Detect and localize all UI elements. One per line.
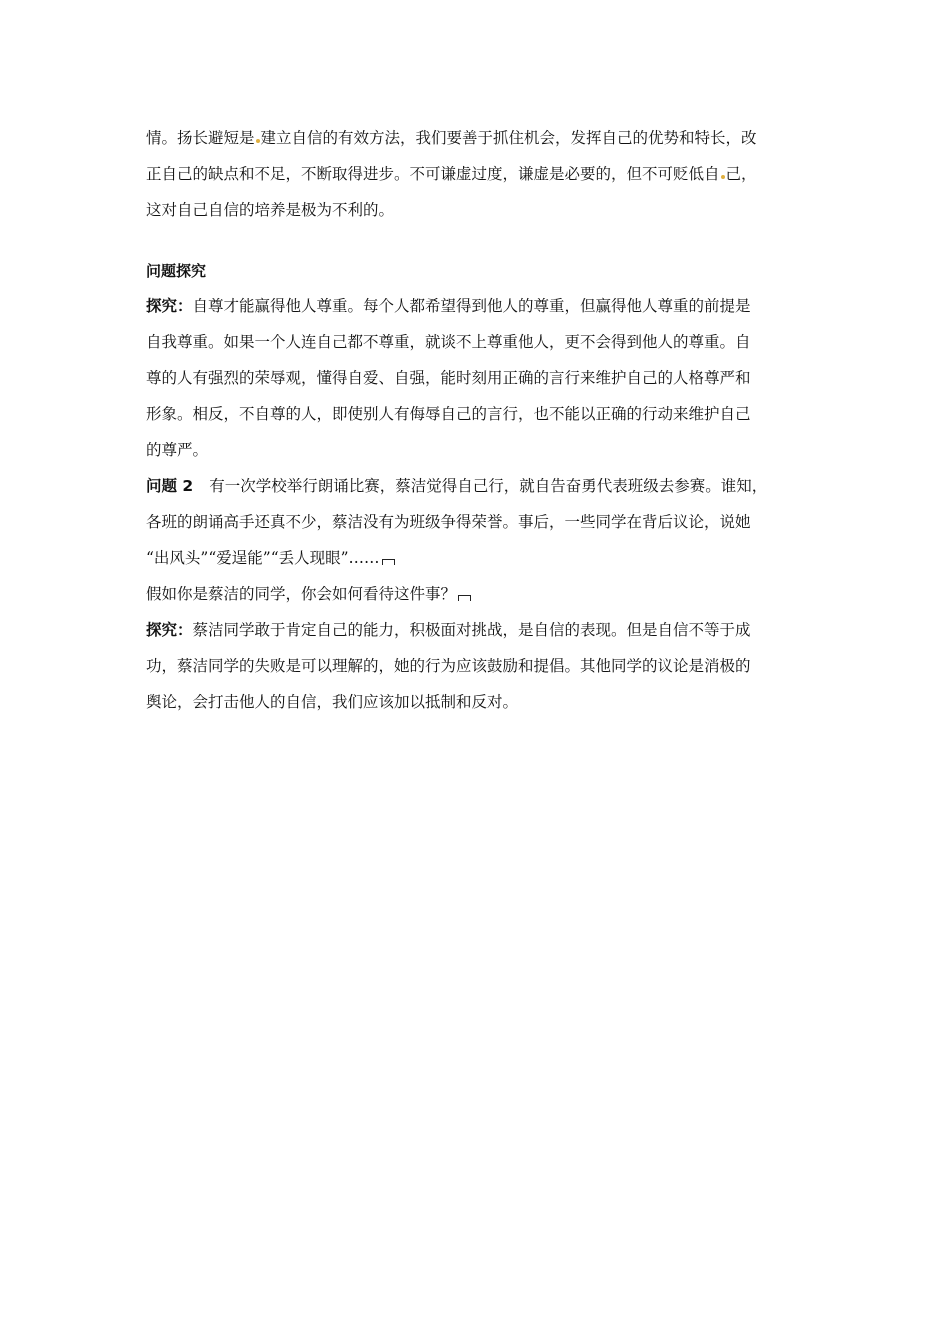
text: 蔡洁同学敢于肯定自己的能力，积极面对挑战，是自信的表现。但是自信不等于成 <box>192 621 751 639</box>
paragraph-mark-icon <box>382 559 395 565</box>
paragraph-mark-icon <box>458 595 471 601</box>
intro-line-2 <box>146 156 816 192</box>
explore1-line-3: 尊的人有强烈的荣辱观，懂得自爱、自强，能时刻用正确的言行来维护自己的人格尊严和 <box>146 369 751 387</box>
text: 假如你是蔡洁的同学，你会如何看待这件事？ <box>146 585 457 603</box>
explore1-line-2: 自我尊重。如果一个人连自己都不尊重，就谈不上尊重他人，更不会得到他人的尊重。自 <box>146 333 751 351</box>
text: 自尊才能赢得他人尊重。每个人都希望得到他人的尊重，但赢得他人尊重的前提是 <box>192 297 751 315</box>
spacer <box>146 228 816 254</box>
edit-mark-dot <box>256 139 260 143</box>
question2-line-3 <box>146 540 816 576</box>
explore2-line-1 <box>146 612 816 648</box>
text: 己， <box>725 165 757 183</box>
edit-mark-dot <box>721 175 725 179</box>
explore1-line-5: 的尊严。 <box>146 441 209 459</box>
question2-line-2: 各班的朗诵高手还真不少，蔡洁没有为班级争得荣誉。事后，一些同学在背后议论，说她 <box>146 513 751 531</box>
document-page <box>146 120 816 720</box>
explore1-line-4: 形象。相反，不自尊的人，即使别人有侮辱自己的言行，也不能以正确的行动来维护自己 <box>146 405 751 423</box>
text: 正自己的缺点和不足，不断取得进步。不可谦虚过度，谦虚是必要的，但不可贬低自 <box>146 165 720 183</box>
explore2-line-2: 功，蔡洁同学的失败是可以理解的，她的行为应该鼓励和提倡。其他同学的议论是消极的 <box>146 657 751 675</box>
intro-line-1 <box>146 120 816 156</box>
question2-line-1 <box>146 468 816 504</box>
text: 有一次学校举行朗诵比赛，蔡洁觉得自己行，就自告奋勇代表班级去参赛。谁知， <box>209 477 768 495</box>
explore1-line-1 <box>146 288 816 324</box>
section-heading: 问题探究 <box>146 262 207 280</box>
text: 建立自信的有效方法，我们要善于抓住机会，发挥自己的优势和特长，改 <box>260 129 757 147</box>
question2-line-4 <box>146 576 816 612</box>
explore-label: 探究： <box>146 621 193 639</box>
question-label: 问题 2 <box>146 477 194 495</box>
text: 情。扬长避短是 <box>146 129 255 147</box>
explore2-line-3: 舆论，会打击他人的自信，我们应该加以抵制和反对。 <box>146 693 519 711</box>
text: “出风头”“爱逞能”“丢人现眼”…… <box>146 549 380 567</box>
explore-label: 探究： <box>146 297 193 315</box>
intro-line-3: 这对自己自信的培养是极为不利的。 <box>146 201 395 219</box>
